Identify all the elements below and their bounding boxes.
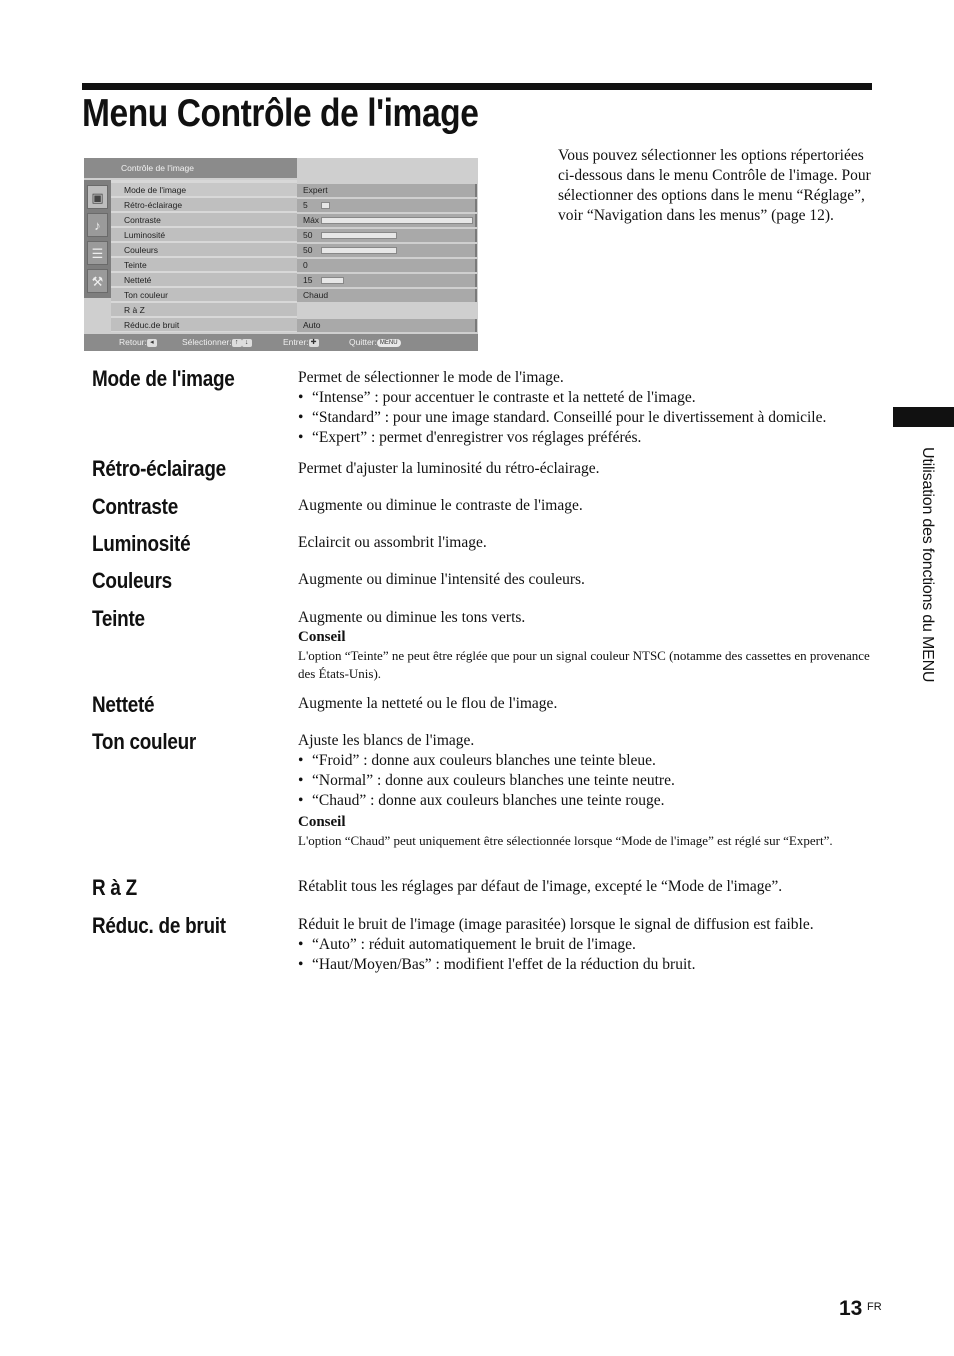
term-raz: R à Z	[92, 875, 137, 900]
osd-row	[111, 198, 297, 212]
page-title: Menu Contrôle de l'image	[82, 92, 479, 135]
osd-row-label: Rétro-éclairage	[124, 200, 183, 210]
page-language: FR	[867, 1301, 882, 1313]
osd-value-text: 50	[303, 230, 313, 240]
osd-select-hint	[182, 337, 252, 347]
osd-level-bar	[321, 232, 397, 239]
title-rule	[82, 83, 872, 90]
osd-value-text: 50	[303, 245, 313, 255]
toolbox-icon: ⚒	[87, 269, 108, 293]
osd-row-label: Luminosité	[124, 230, 166, 240]
desc-text: Augmente ou diminue l'intensité des couleurs.	[298, 571, 585, 588]
section-side-label: Utilisation des fonctions du MENU	[919, 447, 936, 683]
enter-cross-icon: ✚	[309, 339, 319, 347]
osd-row	[111, 228, 297, 242]
tip-heading: Conseil	[298, 629, 346, 645]
section-tab-marker	[893, 407, 954, 427]
desc-text: Eclaircit ou assombrit l'image.	[298, 534, 487, 551]
osd-row-label: Netteté	[124, 275, 152, 285]
osd-value-text: 0	[303, 260, 308, 270]
osd-enter-hint	[283, 337, 319, 347]
desc-text: Permet d'ajuster la luminosité du rétro-éclairage.	[298, 460, 600, 477]
list-item: • “Auto” : réduit automatiquement le bruit de l'image.	[298, 935, 876, 955]
term-contraste: Contraste	[92, 494, 178, 519]
osd-quit-hint	[349, 337, 401, 347]
desc-text: Augmente ou diminue les tons verts.	[298, 609, 526, 626]
osd-footer	[84, 334, 478, 351]
term-teinte: Teinte	[92, 606, 145, 631]
osd-value-text: 5	[303, 200, 308, 210]
osd-row-label: Réduc.de bruit	[124, 320, 180, 330]
osd-level-bar	[321, 247, 397, 254]
list-icon: ☰	[87, 241, 108, 265]
osd-row	[111, 303, 297, 317]
list-item: • “Standard” : pour une image standard. Conseillé pour le divertissement à domicile.	[298, 408, 876, 428]
osd-level-bar	[321, 277, 344, 284]
intro-text: Vous pouvez sélectionner les options répertoriées ci-dessous dans le menu Contrôle de l'image. Pour sélectionner des options dans le menu “Réglage”, voir “Navigation dans les menus” (page 12).	[558, 147, 871, 224]
bullet-list	[298, 751, 876, 811]
down-arrow-icon: ↓	[242, 339, 252, 347]
music-note-icon: ♪	[87, 213, 108, 237]
osd-row	[111, 183, 297, 197]
osd-row	[111, 288, 297, 302]
osd-quit-label: Quitter:	[349, 337, 377, 347]
tip-text: L'option “Chaud” peut uniquement être sélectionnée lorsque “Mode de l'image” est réglé sur “Expert”.	[298, 833, 833, 848]
osd-header-label: Contrôle de l'image	[121, 163, 194, 173]
osd-row	[111, 213, 297, 227]
osd-row-label: Mode de l'image	[124, 185, 187, 195]
osd-row	[111, 273, 297, 287]
osd-value	[297, 244, 477, 257]
osd-row	[111, 318, 297, 332]
up-arrow-icon: ↑	[232, 339, 242, 347]
osd-value	[297, 289, 477, 302]
osd-row	[111, 243, 297, 257]
osd-value	[297, 199, 477, 212]
desc-mode-image	[298, 368, 876, 448]
term-ton-couleur: Ton couleur	[92, 729, 197, 754]
tip-heading: Conseil	[298, 814, 346, 830]
desc-contraste	[298, 496, 876, 516]
bullet-list	[298, 388, 876, 448]
osd-row	[111, 258, 297, 272]
osd-value-text: Expert	[303, 185, 328, 195]
desc-text: Réduit le bruit de l'image (image parasitée) lorsque le signal de diffusion est faible.	[298, 916, 814, 933]
osd-value	[297, 229, 477, 242]
term-luminosite: Luminosité	[92, 531, 191, 556]
list-item: • “Haut/Moyen/Bas” : modifient l'effet de la réduction du bruit.	[298, 955, 876, 975]
bullet-list	[298, 935, 876, 975]
term-reduc-bruit: Réduc. de bruit	[92, 913, 226, 938]
osd-row-label: Ton couleur	[124, 290, 168, 300]
osd-header	[84, 158, 297, 178]
osd-value	[297, 259, 477, 272]
page-number: 13	[839, 1297, 863, 1320]
osd-level-bar	[321, 202, 330, 209]
osd-icon-column	[84, 180, 111, 298]
desc-nettete	[298, 694, 876, 714]
back-arrow-icon: ◂	[147, 339, 157, 347]
osd-value	[297, 214, 477, 227]
desc-text: Ajuste les blancs de l'image.	[298, 732, 475, 749]
osd-menu-screenshot	[84, 158, 478, 351]
desc-ton-couleur	[298, 731, 876, 850]
list-item: • “Chaud” : donne aux couleurs blanches une teinte rouge.	[298, 791, 876, 811]
osd-value-text: Máx	[303, 215, 320, 225]
list-item: • “Normal” : donne aux couleurs blanches une teinte neutre.	[298, 771, 876, 791]
osd-value	[297, 184, 477, 197]
osd-value	[297, 274, 477, 287]
list-item: • “Expert” : permet d'enregistrer vos réglages préférés.	[298, 428, 876, 448]
desc-retro-eclairage	[298, 459, 876, 479]
menu-button-icon: MENU	[377, 339, 401, 347]
desc-text: Augmente ou diminue le contraste de l'image.	[298, 497, 583, 514]
osd-value-text: Chaud	[303, 290, 329, 300]
osd-row-label: R à Z	[124, 305, 145, 315]
osd-value	[297, 319, 477, 332]
term-mode-image: Mode de l'image	[92, 366, 235, 391]
list-item: • “Intense” : pour accentuer le contraste et la netteté de l'image.	[298, 388, 876, 408]
picture-icon: ▣	[87, 185, 108, 209]
desc-text: Rétablit tous les réglages par défaut de l'image, excepté le “Mode de l'image”.	[298, 878, 783, 895]
osd-row-label: Couleurs	[124, 245, 159, 255]
osd-item-list	[111, 180, 297, 332]
osd-enter-label: Entrer:	[283, 337, 309, 347]
term-nettete: Netteté	[92, 692, 155, 717]
osd-row-label: Teinte	[124, 260, 147, 270]
osd-back-label: Retour:	[119, 337, 147, 347]
list-item: • “Froid” : donne aux couleurs blanches une teinte bleue.	[298, 751, 876, 771]
desc-text: Permet de sélectionner le mode de l'image.	[298, 369, 564, 386]
desc-teinte	[298, 608, 876, 683]
term-retro-eclairage: Rétro-éclairage	[92, 456, 226, 481]
osd-select-label: Sélectionner:	[182, 337, 232, 347]
desc-reduc-bruit	[298, 915, 876, 975]
osd-value-text: Auto	[303, 320, 321, 330]
desc-luminosite	[298, 533, 876, 553]
tip-text: L'option “Teinte” ne peut être réglée que pour un signal couleur NTSC (notamme des cassettes en provenance des États-Unis).	[298, 648, 870, 681]
osd-back-hint	[119, 337, 157, 347]
desc-text: Augmente la netteté ou le flou de l'image.	[298, 695, 558, 712]
desc-couleurs	[298, 570, 876, 590]
osd-level-bar	[321, 217, 473, 224]
desc-raz	[298, 877, 876, 897]
osd-row-label: Contraste	[124, 215, 161, 225]
term-couleurs: Couleurs	[92, 568, 172, 593]
osd-value-text: 15	[303, 275, 313, 285]
